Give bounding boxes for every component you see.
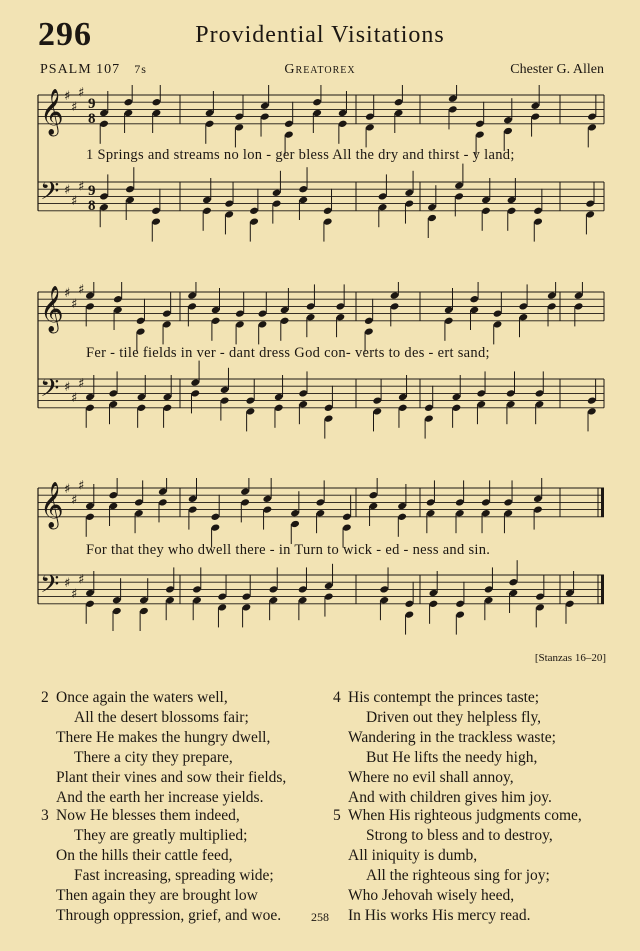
stanza-3 [41,806,346,926]
stanza-line: Now He blesses them indeed, [56,807,240,824]
time-signature-bottom: 8 [88,111,96,127]
sharp-icon: ♯ [78,572,85,588]
treble-clef-icon: 𝄞 [40,482,64,528]
sharp-icon: ♯ [64,380,71,396]
stanza-line: Wandering in the trackless waste; [348,729,556,746]
sharp-icon: ♯ [71,194,78,209]
lyric-line-3: For that they who dwell there - in Turn to wick - ed - ness and sin. [86,542,491,558]
stanza-number: 2 [41,689,49,706]
stanza-line: When His righteous judgments come, [348,807,582,824]
final-bar-line [601,575,604,604]
sharp-icon: ♯ [64,576,71,592]
sharp-icon: ♯ [71,99,78,115]
sharp-icon: ♯ [71,587,78,602]
stanza-4 [333,688,638,808]
hymn-title: Providential Visitations [195,22,445,48]
stanza-line: All the righteous sing for joy; [366,867,550,884]
music-staves [0,282,640,452]
sharp-icon: ♯ [78,376,85,392]
stanza-line: But He lifts the needy high, [366,749,538,766]
stanza-line: Fast increasing, spreading wide; [74,867,274,884]
sharp-icon: ♯ [64,286,71,301]
sharp-icon: ♯ [78,478,85,494]
sharp-icon: ♯ [71,492,78,508]
hymn-number: 296 [38,16,92,53]
stanza-number: 3 [41,807,49,824]
sharp-icon: ♯ [64,89,71,104]
music-staves [0,85,640,255]
music-staves [0,478,640,648]
sharp-icon: ♯ [71,296,78,312]
stanza-line: Strong to bless and to destroy, [366,827,553,844]
stanza-line: On the hills their cattle feed, [56,847,233,864]
page-number: 258 [311,910,329,924]
stanza-line: And with children gives him joy. [348,789,552,806]
stanza-5 [333,806,638,926]
stanza-line: His contempt the princes taste; [348,689,540,706]
sharp-icon: ♯ [78,282,85,298]
meter-label: 7s [134,62,147,76]
stanza-line: And the earth her increase yields. [56,789,264,806]
stanza-line: Then again they are brought low [56,887,258,904]
treble-clef-icon: 𝄞 [40,286,64,332]
final-bar-line [601,488,604,517]
treble-clef-icon: 𝄞 [40,89,64,135]
composer-name: Chester G. Allen [510,62,604,77]
stanza-line: Through oppression, grief, and woe. [56,907,282,924]
time-signature-top: 9 [88,183,96,199]
stanza-reference: [Stanzas 16–20] [534,652,606,664]
stanza-line: Where no evil shall annoy, [348,769,514,786]
stanza-number: 5 [333,807,341,824]
stanza-line: All the desert blossoms fair; [74,709,249,726]
psalm-label: PSALM 107 [40,62,121,77]
stanza-line: Who Jehovah wisely heed, [348,887,515,904]
stanza-number: 4 [333,689,341,706]
stanza-line: They are greatly multiplied; [74,827,248,844]
stanza-2 [41,688,346,808]
sharp-icon: ♯ [78,179,85,195]
stanza-line: All iniquity is dumb, [348,847,478,864]
bass-clef-icon: 𝄢 [40,570,60,605]
stanza-line: Plant their vines and sow their fields, [56,769,287,786]
bass-clef-icon: 𝄢 [40,177,60,212]
stanza-line: In His works His mercy read. [348,907,531,924]
tune-name: Greatorex [284,62,356,77]
lyric-line-1: 1 Springs and streams no lon - ger bless All the dry and thirst - y land; [86,147,515,163]
stanza-line: There a city they prepare, [74,749,233,766]
sharp-icon: ♯ [64,183,71,199]
time-signature-bottom: 8 [88,198,96,214]
sharp-icon: ♯ [71,391,78,406]
time-signature-top: 9 [88,96,96,112]
stanza-line: Driven out they helpless fly, [366,709,542,726]
stanza-line: Once again the waters well, [56,689,228,706]
stanza-line: There He makes the hungry dwell, [56,729,271,746]
bass-clef-icon: 𝄢 [40,374,60,409]
sharp-icon: ♯ [78,85,85,101]
lyric-line-2: Fer - tile fields in ver - dant dress God con- verts to des - ert sand; [86,345,490,361]
sharp-icon: ♯ [64,482,71,497]
